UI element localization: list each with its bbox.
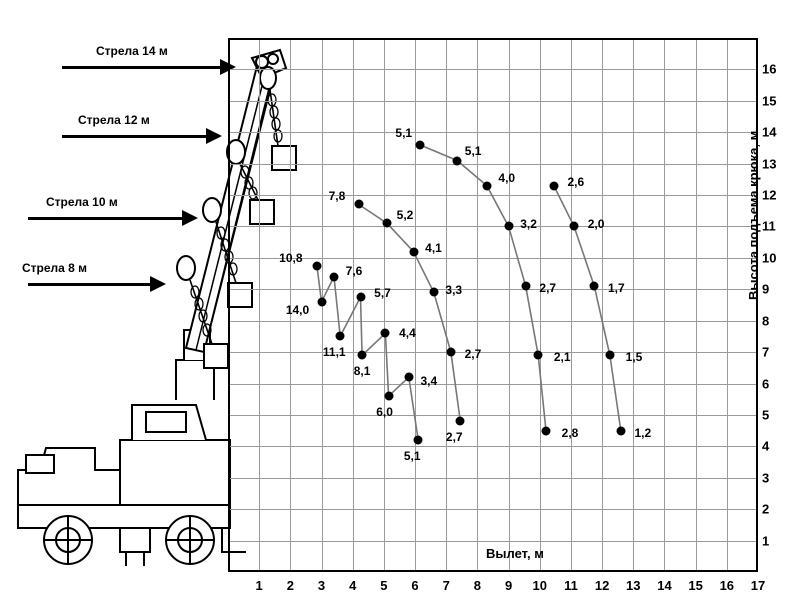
x-axis-tick-label: 3 [317, 578, 326, 593]
data-point [542, 426, 551, 435]
data-point-label: 5,1 [403, 449, 421, 464]
y-axis-tick-label: 13 [762, 156, 777, 172]
callout-arrow-head-boom-10 [182, 210, 198, 226]
y-axis-tick-label: 10 [762, 250, 777, 266]
data-point-label: 5,1 [464, 143, 482, 158]
curve-1 [359, 205, 463, 422]
data-point-label: 5,2 [396, 208, 414, 223]
data-point-label: 4,1 [425, 240, 442, 255]
data-point-label: 1,7 [607, 281, 625, 296]
data-point-label: 2,7 [539, 281, 557, 296]
data-point-label: 8,1 [353, 364, 371, 379]
y-axis-tick-label: 3 [762, 470, 770, 486]
y-axis-tick-label: 1 [762, 533, 770, 549]
x-axis-tick-label: 8 [473, 578, 482, 593]
y-axis-tick-label: 5 [762, 407, 770, 423]
data-point-label: 11,1 [322, 345, 346, 360]
data-point-label: 7,8 [328, 189, 346, 204]
data-point-label: 3,4 [420, 374, 438, 389]
y-axis-title: Высота подъема крюка, м [746, 130, 761, 300]
callout-arrow-head-boom-12 [206, 128, 222, 144]
y-axis-tick-label: 4 [762, 438, 770, 454]
y-axis-tick-label: 12 [762, 187, 777, 203]
x-axis-tick-label: 5 [380, 578, 388, 593]
x-axis-tick-label: 13 [626, 578, 641, 593]
x-axis-tick-label: 4 [349, 578, 357, 593]
data-point-label: 3,2 [520, 217, 537, 232]
x-axis-tick-label: 15 [688, 578, 703, 593]
data-point [590, 282, 599, 291]
callout-arrow-line-boom-12 [62, 135, 208, 138]
x-axis-tick-label: 1 [255, 578, 263, 593]
x-axis-tick-label: 17 [750, 578, 766, 593]
data-point [616, 426, 625, 435]
data-point-label: 10,8 [279, 250, 303, 265]
data-point-label: 5,7 [374, 286, 391, 301]
x-axis-tick-label: 9 [504, 578, 513, 593]
data-point-label: 2,7 [464, 347, 482, 362]
data-point-label: 14,0 [285, 302, 310, 317]
data-point [358, 351, 367, 360]
data-point [521, 282, 530, 291]
x-axis-tick-label: 11 [564, 578, 578, 593]
data-point-label: 1,2 [634, 425, 652, 440]
x-axis-tick-label: 6 [411, 578, 419, 593]
data-point [383, 219, 392, 228]
x-axis-title: Вылет, м [486, 546, 544, 561]
data-point [409, 247, 418, 256]
x-axis-tick-label: 12 [594, 578, 610, 593]
data-point-label: 2,7 [445, 430, 463, 445]
y-axis-tick-label: 16 [762, 61, 777, 77]
callout-label-boom-12: Стрела 12 м [78, 113, 150, 127]
data-point [504, 222, 513, 231]
data-point [482, 181, 491, 190]
data-point-label: 6,0 [376, 405, 393, 420]
data-point [605, 351, 614, 360]
data-point [404, 373, 413, 382]
data-point [415, 140, 424, 149]
x-axis-tick-label: 7 [442, 578, 450, 593]
y-axis-tick-label: 15 [762, 93, 777, 109]
data-point [446, 348, 455, 357]
x-axis-tick-label: 16 [719, 578, 735, 593]
data-point [317, 297, 326, 306]
data-point [414, 436, 423, 445]
x-axis-tick-label: 10 [532, 578, 547, 593]
data-point-label: 4,0 [498, 170, 516, 185]
x-axis-tick-label: 14 [657, 578, 672, 593]
data-point-label: 2,6 [567, 174, 585, 189]
y-axis-tick-label: 11 [762, 218, 776, 234]
data-point [354, 200, 363, 209]
y-axis-tick-label: 7 [762, 344, 770, 360]
data-point-label: 2,0 [587, 217, 605, 232]
chart-plot-area [228, 38, 758, 572]
data-point-label: 2,8 [561, 425, 579, 440]
callout-arrow-line-boom-14 [62, 66, 222, 69]
y-axis-tick-label: 9 [762, 281, 770, 297]
data-point [549, 181, 558, 190]
y-axis-tick-label: 2 [762, 501, 770, 517]
callout-arrow-head-boom-8 [150, 276, 166, 292]
data-point-label: 3,3 [445, 283, 463, 298]
y-axis-tick-label: 14 [762, 124, 777, 140]
data-point [384, 392, 393, 401]
data-point [312, 261, 321, 270]
data-point [453, 156, 462, 165]
callout-label-boom-8: Стрела 8 м [22, 261, 88, 275]
callout-label-boom-10: Стрела 10 м [46, 195, 118, 209]
y-axis-tick-label: 8 [762, 313, 770, 329]
data-point-label: 1,5 [625, 350, 643, 365]
callout-arrow-line-boom-8 [28, 283, 152, 286]
data-point [534, 351, 543, 360]
x-axis-tick-label: 2 [286, 578, 294, 593]
callout-arrow-line-boom-10 [28, 217, 184, 220]
callout-label-boom-14: Стрела 14 м [96, 44, 168, 58]
data-point-label: 5,1 [395, 125, 413, 140]
data-point [381, 329, 390, 338]
data-point-label: 2,1 [553, 350, 571, 365]
data-point [570, 222, 579, 231]
data-point-label: 4,4 [399, 326, 416, 341]
y-axis-tick-label: 6 [762, 376, 770, 392]
data-point [429, 288, 438, 297]
data-point [330, 272, 339, 281]
data-point-label: 7,6 [345, 263, 363, 278]
data-point [336, 332, 345, 341]
data-point [456, 417, 465, 426]
data-point [356, 293, 365, 302]
